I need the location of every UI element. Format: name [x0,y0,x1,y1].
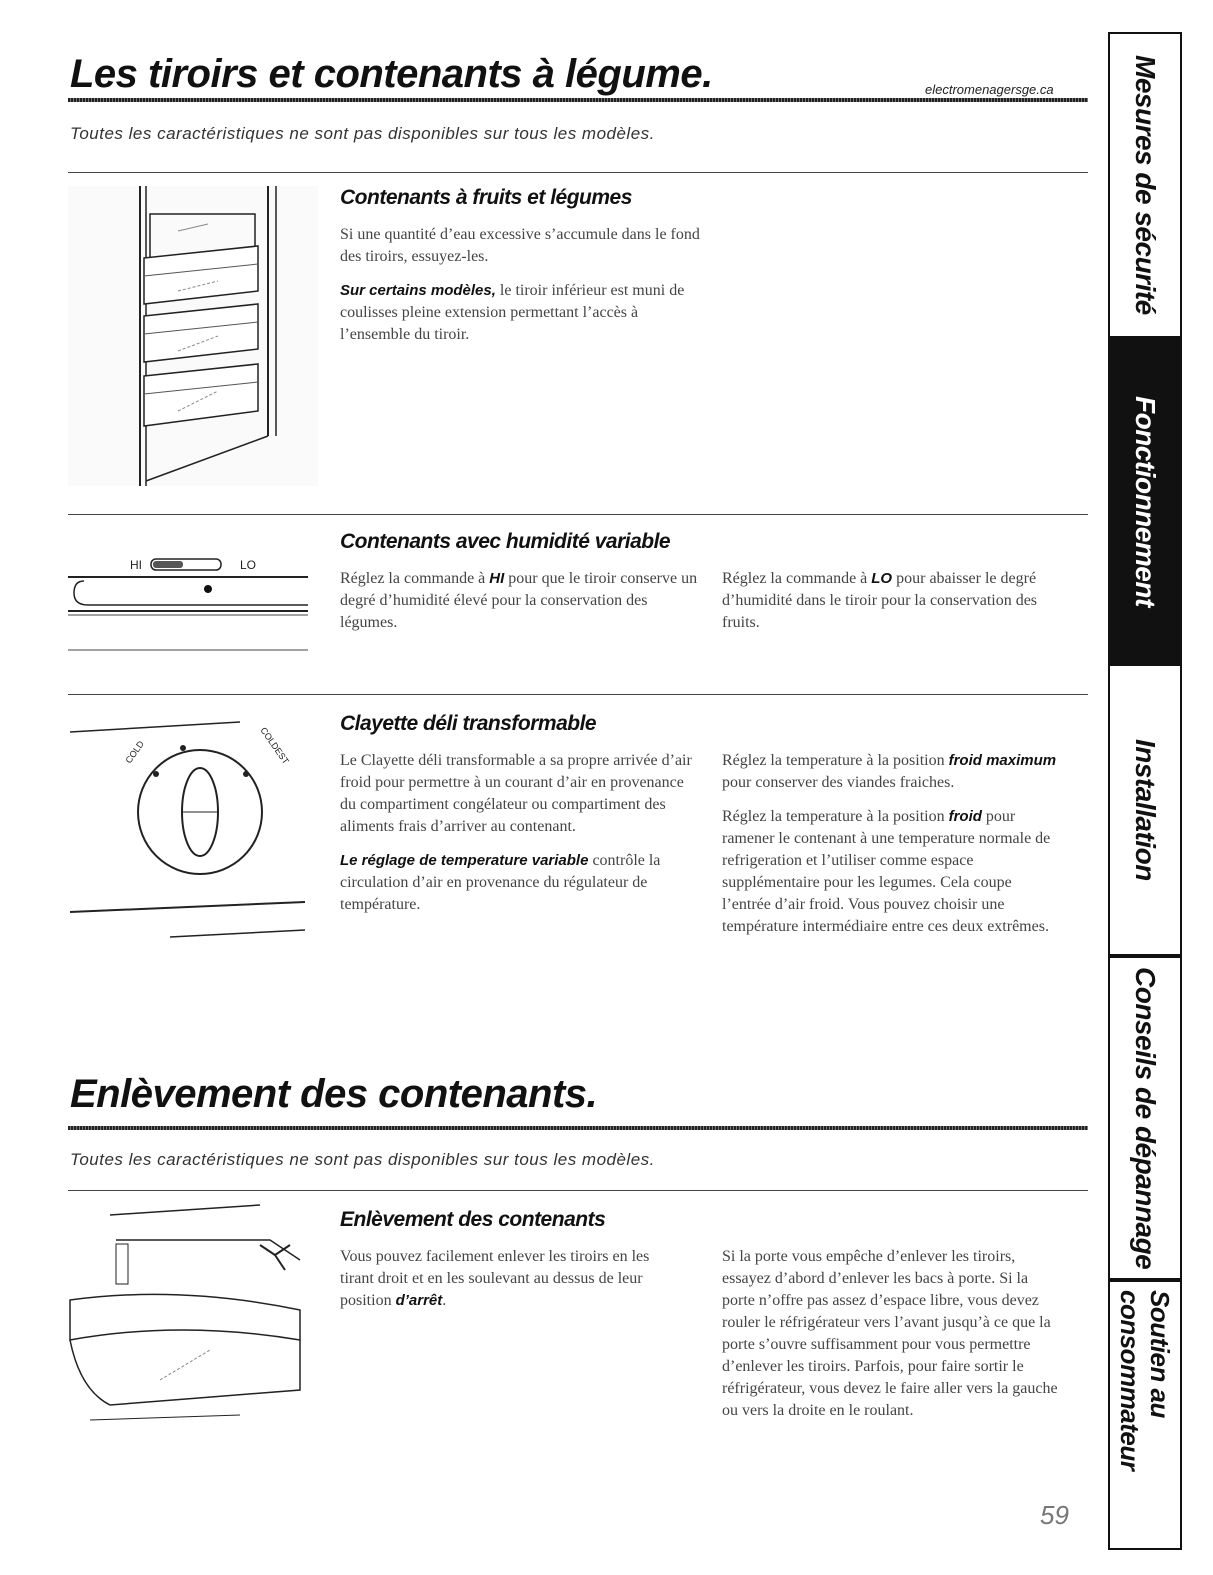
section-title-deli: Clayette déli transformable [340,712,597,735]
text: Réglez la temperature à la position [722,752,949,769]
title-rule [68,98,1088,102]
paragraph [722,750,1062,794]
humidity-col-2 [722,568,1052,646]
text: le tiroir inférieur est muni de coulisses pleine extension permettant l’accès à l’ensemble du tiroir. [340,282,685,343]
page-number: 59 [1040,1500,1069,1530]
page-title: Les tiroirs et contenants à légume. [70,52,713,96]
tab-soutien-au-consommateur[interactable] [1110,1282,1180,1548]
section-divider [68,172,1088,173]
emphasis: Sur certains modèles, [340,282,496,299]
text: Réglez la temperature à la position [722,808,949,825]
tab-conseils-de-depannage[interactable] [1110,958,1180,1282]
paragraph [722,568,1052,634]
emphasis: Le réglage de temperature variable [340,852,589,869]
paragraph: Si la porte vous empêche d’enlever les tiroirs, essayez d’abord d’enlever les bacs à porte. Si la porte n’offre pas assez d’espace libre, vous devez rouler le réfrigérateur vers l’avant jusqu’à ce que la porte s’ouvre suffisamment pour vous permettre d’enlever les tiroirs. Parfois, pour faire sortir le réfrigérateur, vous devez le faire aller vers la gauche ou vers la droite en le roulant. [722,1248,1058,1419]
drawer-removal-illustration [60,1200,320,1430]
text: Réglez la commande à [722,570,872,587]
text: Réglez la commande à [340,570,490,587]
tab-fonctionnement[interactable] [1110,340,1180,666]
section-divider [68,694,1088,695]
emphasis: froid [948,808,982,825]
page-subtitle: Toutes les caractéristiques ne sont pas disponibles sur tous les modèles. [70,124,655,143]
text: pour ramener le contenant à une temperature normale de refrigeration et l’utiliser comme espace supplémentaire pour les legumes. Cela coupe l’entrée d’air froid. Vous pouvez choisir une température intermédiaire entre ces deux extrêmes. [722,808,1051,935]
paragraph [340,1246,685,1312]
removal-page-title: Enlèvement des contenants. [70,1072,598,1116]
humidity-control-illustration [68,545,318,655]
dial-coldest-label: COLDEST [258,725,291,766]
tab-label: Conseils de dépannage [1130,966,1161,1270]
title-rule [68,1126,1088,1130]
emphasis: froid maximum [948,752,1057,769]
section-divider [68,514,1088,515]
dial-cold-label: COLD [123,738,146,766]
paragraph [722,806,1062,938]
paragraph [340,280,700,346]
section-title-removal: Enlèvement des contenants [340,1208,606,1231]
emphasis: d’arrêt [395,1292,443,1309]
section-divider [68,1190,1088,1191]
text: pour abaisser le degré d’humidité dans le tiroir pour la conservation des fruits. [722,570,1038,631]
tab-label: Soutien au consommateur [1115,1290,1175,1471]
tab-installation[interactable] [1110,666,1180,958]
removal-col-2 [722,1246,1062,1434]
text: pour conserver des viandes fraiches. [722,774,955,791]
emphasis: HI [489,570,505,587]
tab-label: Installation [1130,739,1161,881]
paragraph: Le Clayette déli transformable a sa propre arrivée d’air froid pour permettre à un courant d’air en provenance du compartiment congélateur ou compartiment des aliments frais d’arriver au contenant. [340,752,692,835]
text: Vous pouvez facilement enlever les tiroirs en les tirant droit et en les soulevant au dessus de leur position [340,1248,650,1309]
deli-col-1 [340,750,700,928]
humidity-col-1 [340,568,700,646]
deli-col-2 [722,750,1062,950]
tab-label: Fonctionnement [1130,395,1161,607]
lo-label: LO [240,558,257,572]
emphasis: LO [871,570,893,587]
section-title-fruits: Contenants à fruits et légumes [340,186,632,209]
section-tabs-sidebar [1108,32,1182,1550]
section-body-fruits [340,224,700,358]
paragraph: Si une quantité d’eau excessive s’accumule dans le fond des tiroirs, essuyez-les. [340,226,700,265]
deli-dial-illustration [60,712,320,942]
website-url: electromenagersge.ca [925,82,1054,97]
removal-subtitle: Toutes les caractéristiques ne sont pas disponibles sur tous les modèles. [70,1150,655,1169]
tab-mesures-de-securite[interactable] [1110,34,1180,340]
text: . [442,1292,447,1309]
tab-label: Mesures de sécurité [1130,55,1161,315]
paragraph [340,850,700,916]
section-title-humidity: Contenants avec humidité variable [340,530,671,553]
crisper-drawers-illustration [68,186,318,516]
removal-col-1 [340,1246,685,1324]
paragraph [340,568,700,634]
hi-label: HI [130,558,142,572]
text: contrôle la circulation d’air en provenance du régulateur de température. [340,852,661,913]
text: pour que le tiroir conserve un degré d’humidité élevé pour la conservation des légumes. [340,570,698,631]
